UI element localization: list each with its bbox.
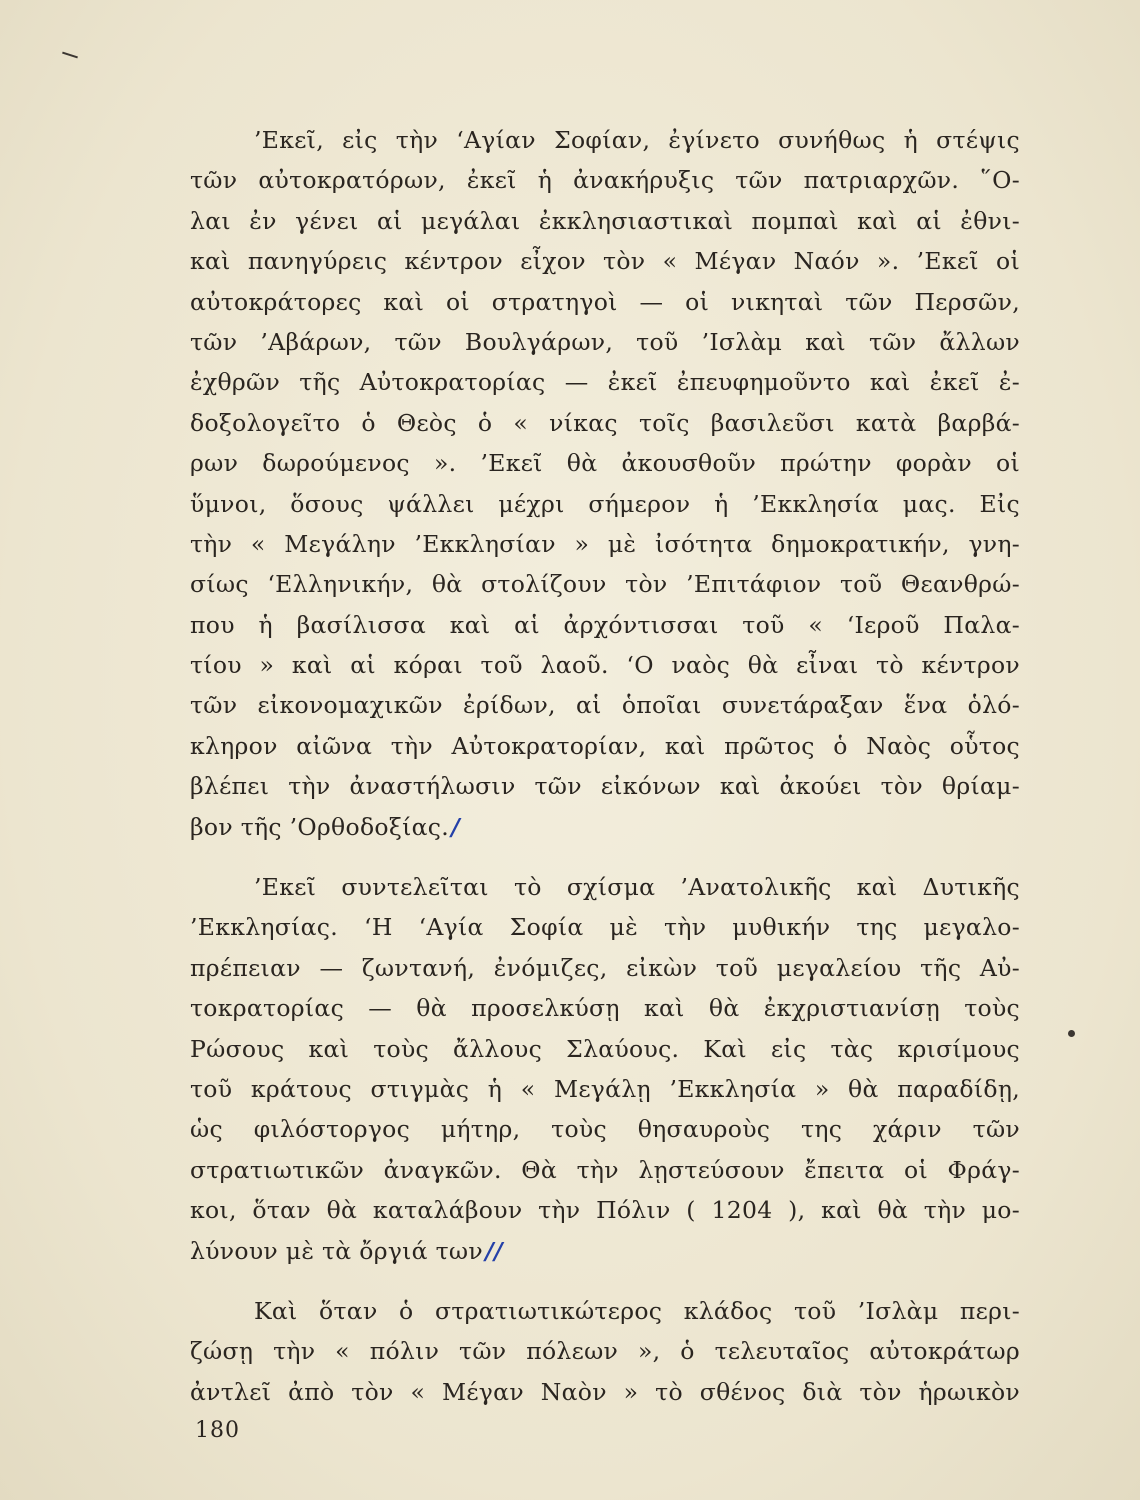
text-line: σίως ‘Ελληνικήν, θὰ στολίζουν τὸν ’Επιτάφιον τοῦ Θεανθρώ-	[190, 570, 1020, 599]
text-line: ’Εκεῖ, εἰς τὴν ‘Αγίαν Σοφίαν, ἐγίνετο συνήθως ἡ στέψις	[254, 126, 1020, 154]
text-line: ’Εκκλησίας. ‘Η ‘Αγία Σοφία μὲ τὴν μυθικήν της μεγαλο-	[190, 913, 1020, 942]
text-line-last	[190, 807, 1020, 847]
text-line: ὡς φιλόστοργος μήτηρ, τοὺς θησαυροὺς της χάριν τῶν	[190, 1115, 1020, 1144]
page-number: 180	[195, 1418, 240, 1443]
text-line: τοῦ κράτους στιγμὰς ἡ « Μεγάλῃ ’Εκκλησία » θὰ παραδίδῃ,	[190, 1074, 1020, 1103]
text-line: δοξολογεῖτο ὁ Θεὸς ὁ « νίκας τοῖς βασιλεῦσι κατὰ βαρβά-	[190, 408, 1020, 437]
blue-pen-mark: /	[451, 812, 460, 841]
text-line: τίου » καὶ αἱ κόραι τοῦ λαοῦ. ‘Ο ναὸς θὰ εἶναι τὸ κέντρον	[190, 651, 1020, 680]
paragraph-gap	[190, 1271, 1020, 1291]
text-line: λαι ἐν γένει αἱ μεγάλαι ἐκκλησιαστικαὶ πομπαὶ καὶ αἱ ἐθνι-	[190, 206, 1020, 235]
body-text	[190, 120, 1020, 1412]
blue-pen-mark: //	[484, 1236, 503, 1265]
text-line: τοκρατορίας — θὰ προσελκύσῃ καὶ θὰ ἐκχριστιανίσῃ τοὺς	[190, 994, 1020, 1023]
corner-mark	[62, 52, 78, 59]
text-line: ἐχθρῶν τῆς Αὐτοκρατορίας — ἐκεῖ ἐπευφημοῦντο καὶ ἐκεῖ ἐ-	[190, 368, 1020, 397]
text-line: ἀντλεῖ ἀπὸ τὸν « Μέγαν Ναὸν » τὸ σθένος διὰ τὸν ἡρωικὸν	[190, 1377, 1020, 1406]
text-line: τῶν αὐτοκρατόρων, ἐκεῖ ἡ ἀνακήρυξις τῶν πατριαρχῶν. ῞Ο-	[190, 166, 1020, 195]
text-line: πρέπειαν — ζωντανή, ἐνόμιζες, εἰκὼν τοῦ μεγαλείου τῆς Αὐ-	[190, 953, 1020, 982]
text-line: Καὶ ὅταν ὁ στρατιωτικώτερος κλάδος τοῦ ’Ισλὰμ περι-	[254, 1296, 1020, 1325]
text-line: αὐτοκράτορες καὶ οἱ στρατηγοὶ — οἱ νικηταὶ τῶν Περσῶν,	[190, 287, 1020, 316]
text-line: κληρον αἰῶνα τὴν Αὐτοκρατορίαν, καὶ πρῶτος ὁ Ναὸς οὗτος	[190, 731, 1020, 760]
text-line: βλέπει τὴν ἀναστήλωσιν τῶν εἰκόνων καὶ ἀκούει τὸν θρίαμ-	[190, 772, 1020, 801]
text-line: ’Εκεῖ συντελεῖται τὸ σχίσμα ’Ανατολικῆς καὶ Δυτικῆς	[254, 873, 1020, 902]
text-line-content: βον τῆς ’Ορθοδοξίας.	[190, 812, 450, 841]
text-line: στρατιωτικῶν ἀναγκῶν. Θὰ τὴν λῃστεύσουν ἔπειτα οἱ Φράγ-	[190, 1155, 1020, 1184]
ink-dot	[1068, 1030, 1075, 1037]
text-line: καὶ πανηγύρεις κέντρον εἶχον τὸν « Μέγαν Ναόν ». ’Εκεῖ οἱ	[190, 247, 1020, 276]
text-line: τὴν « Μεγάλην ’Εκκλησίαν » μὲ ἰσότητα δημοκρατικήν, γνη-	[190, 529, 1020, 558]
text-line: ὕμνοι, ὅσους ψάλλει μέχρι σήμερον ἡ ’Εκκλησία μας. Εἰς	[190, 489, 1020, 518]
text-line: κοι, ὅταν θὰ καταλάβουν τὴν Πόλιν ( 1204 ), καὶ θὰ τὴν μο-	[190, 1196, 1020, 1225]
paragraph-gap	[190, 847, 1020, 867]
text-line-last	[190, 1231, 1020, 1271]
text-line-content: λύνουν μὲ τὰ ὄργιά των	[190, 1236, 483, 1265]
paragraph-2	[190, 867, 1020, 1271]
text-line: ρων δωρούμενος ». ’Εκεῖ θὰ ἀκουσθοῦν πρώτην φορὰν οἱ	[190, 449, 1020, 478]
paragraph-1	[190, 120, 1020, 847]
text-line: που ἡ βασίλισσα καὶ αἱ ἀρχόντισσαι τοῦ « ‘Ιεροῦ Παλα-	[190, 610, 1020, 639]
text-line: τῶν ’Αβάρων, τῶν Βουλγάρων, τοῦ ’Ισλὰμ καὶ τῶν ἄλλων	[190, 327, 1020, 356]
text-line: Ρώσους καὶ τοὺς ἄλλους Σλαύους. Καὶ εἰς τὰς κρισίμους	[190, 1034, 1020, 1063]
text-line: τῶν εἰκονομαχικῶν ἐρίδων, αἱ ὁποῖαι συνετάραξαν ἕνα ὁλό-	[190, 691, 1020, 720]
text-line: ζώσῃ τὴν « πόλιν τῶν πόλεων », ὁ τελευταῖος αὐτοκράτωρ	[190, 1337, 1020, 1366]
paragraph-3	[190, 1291, 1020, 1412]
